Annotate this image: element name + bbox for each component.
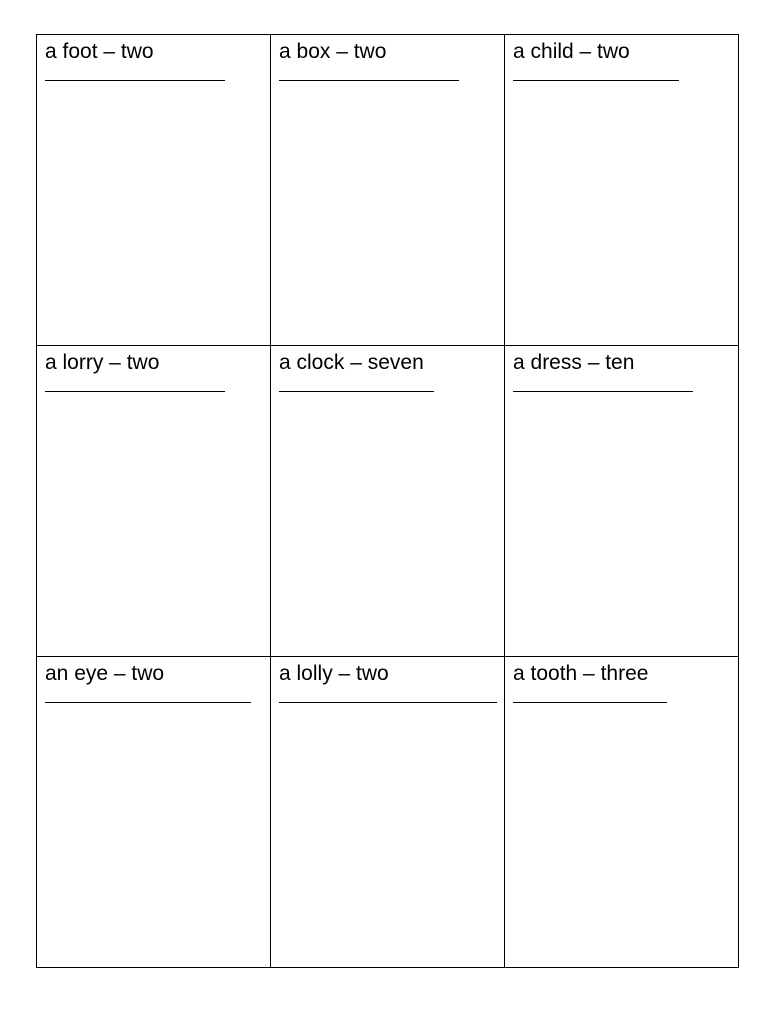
answer-line[interactable] xyxy=(279,391,434,392)
word-prompt: a foot – two xyxy=(45,40,154,63)
answer-line[interactable] xyxy=(279,702,497,703)
cell-content xyxy=(37,657,270,703)
word-prompt: a box – two xyxy=(279,40,387,63)
word-prompt: an eye – two xyxy=(45,662,165,685)
cell-content xyxy=(505,35,738,81)
grid-cell xyxy=(505,346,739,657)
grid-row-1 xyxy=(37,35,739,346)
cell-content xyxy=(505,657,738,703)
word-prompt: a clock – seven xyxy=(279,351,424,374)
word-prompt: a child – two xyxy=(513,40,630,63)
cell-content xyxy=(37,35,270,81)
cell-content xyxy=(271,346,504,392)
answer-line[interactable] xyxy=(513,391,693,392)
grid-cell xyxy=(271,35,505,346)
grid-cell xyxy=(271,657,505,968)
grid-cell xyxy=(505,35,739,346)
grid-cell xyxy=(37,346,271,657)
word-prompt: a lolly – two xyxy=(279,662,389,685)
answer-line[interactable] xyxy=(513,702,667,703)
grid-cell xyxy=(37,657,271,968)
grid-row-3 xyxy=(37,657,739,968)
word-prompt: a tooth – three xyxy=(513,662,649,685)
grid-row-2 xyxy=(37,346,739,657)
grid-cell xyxy=(271,346,505,657)
grid-cell xyxy=(37,35,271,346)
word-prompt: a dress – ten xyxy=(513,351,635,374)
answer-line[interactable] xyxy=(279,80,459,81)
answer-line[interactable] xyxy=(45,702,251,703)
cell-content xyxy=(271,657,504,703)
grid-cell xyxy=(505,657,739,968)
answer-line[interactable] xyxy=(45,80,225,81)
answer-line[interactable] xyxy=(513,80,679,81)
cell-content xyxy=(37,346,270,392)
answer-line[interactable] xyxy=(45,391,225,392)
worksheet-grid xyxy=(36,34,739,968)
cell-content xyxy=(271,35,504,81)
word-prompt: a lorry – two xyxy=(45,351,160,374)
cell-content xyxy=(505,346,738,392)
